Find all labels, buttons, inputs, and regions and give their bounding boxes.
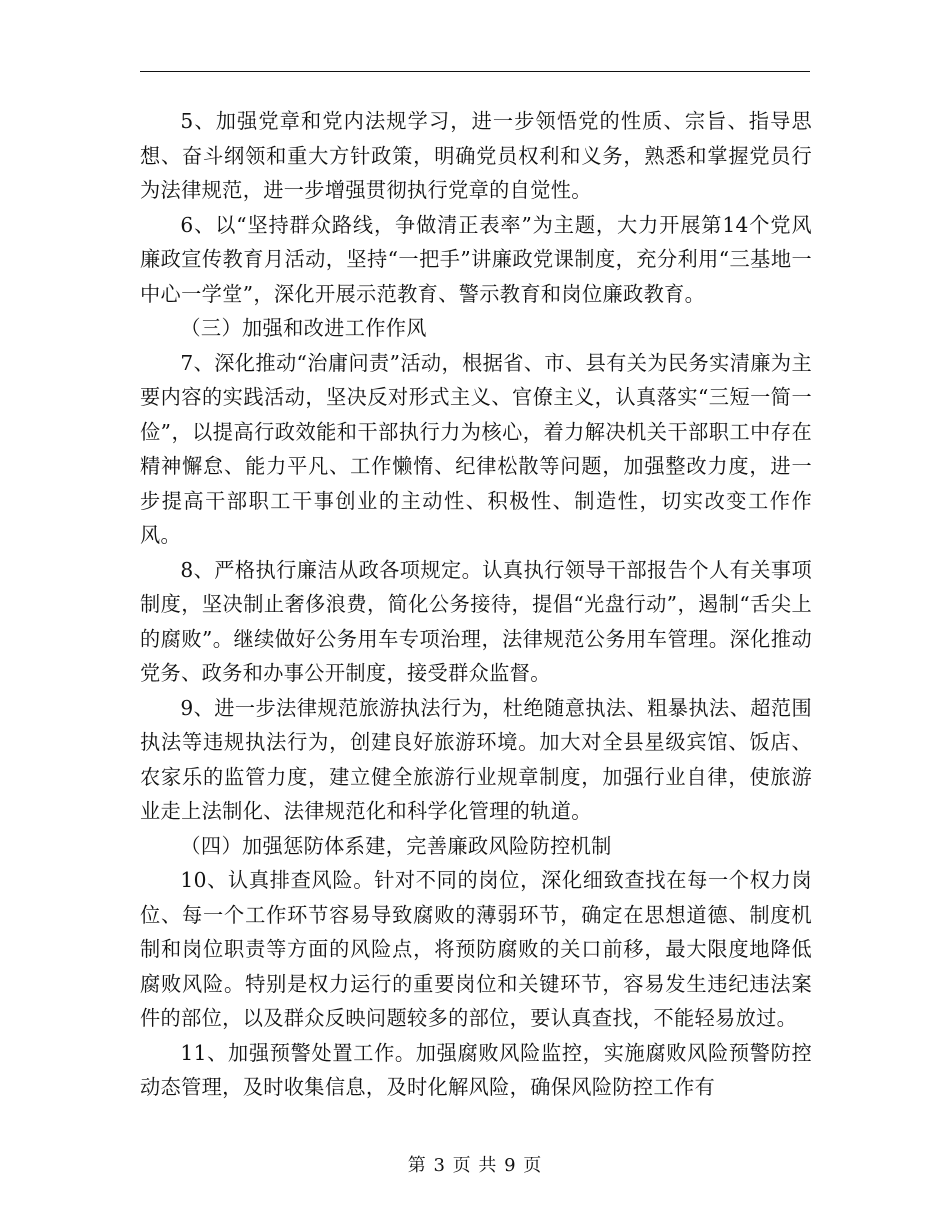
page-number-footer: 第 3 页 共 9 页 <box>407 1155 543 1176</box>
paragraph-11: 11、加强预警处置工作。加强腐败风险监控，实施腐败风险预警防控动态管理，及时收集信息，及时化解风险，确保风险防控工作有 <box>140 1040 812 1099</box>
paragraph-6: 6、以“坚持群众路线，争做清正表率”为主题，大力开展第14个党风廉政宣传教育月活动，坚持“一把手”讲廉政党课制度，充分利用“三基地一中心一学堂”，深化开展示范教育、警示教育和岗位廉政教育。 <box>140 212 812 306</box>
paragraph-9: 9、进一步法律规范旅游执法行为，杜绝随意执法、粗暴执法、超范围执法等违规执法行为，创建良好旅游环境。加大对全县星级宾馆、饭店、农家乐的监管力度，建立健全旅游行业规章制度，加强行业自律，使旅游业走上法制化、法律规范化和科学化管理的轨道。 <box>140 695 812 823</box>
paragraph-10: 10、认真排查风险。针对不同的岗位，深化细致查找在每一个权力岗位、每一个工作环节容易导致腐败的薄弱环节，确定在思想道德、制度机制和岗位职责等方面的风险点，将预防腐败的关口前移，最大限度地降低腐败风险。特别是权力运行的重要岗位和关键环节，容易发生违纪违法案件的部位，以及群众反映问题较多的部位，要认真查找，不能轻易放过。 <box>140 868 812 1030</box>
paragraph-8: 8、严格执行廉洁从政各项规定。认真执行领导干部报告个人有关事项制度，坚决制止奢侈浪费，简化公务接待，提倡“光盘行动”，遏制“舌尖上的腐败”。继续做好公务用车专项治理，法律规范公务用车管理。深化推动党务、政务和办事公开制度，接受群众监督。 <box>140 557 812 685</box>
paragraph-5: 5、加强党章和党内法规学习，进一步领悟党的性质、宗旨、指导思想、奋斗纲领和重大方针政策，明确党员权利和义务，熟悉和掌握党员行为法律规范，进一步增强贯彻执行党章的自觉性。 <box>140 109 812 202</box>
paragraph-7: 7、深化推动“治庸问责”活动，根据省、市、县有关为民务实清廉为主要内容的实践活动，坚决反对形式主义、官僚主义，认真落实“三短一简一俭”，以提高行政效能和干部执行力为核心，着力解决机关干部职工中存在精神懈怠、能力平凡、工作懒惰、纪律松散等问题，加强整改力度，进一步提高干部职工干事创业的主动性、积极性、制造性，切实改变工作作风。 <box>140 350 812 547</box>
document-body <box>140 104 812 1105</box>
header-rule <box>140 71 810 72</box>
section-heading-4: （四）加强惩防体系建，完善廉政风险防控机制 <box>180 833 612 858</box>
section-heading-3: （三）加强和改进工作作风 <box>180 316 427 340</box>
